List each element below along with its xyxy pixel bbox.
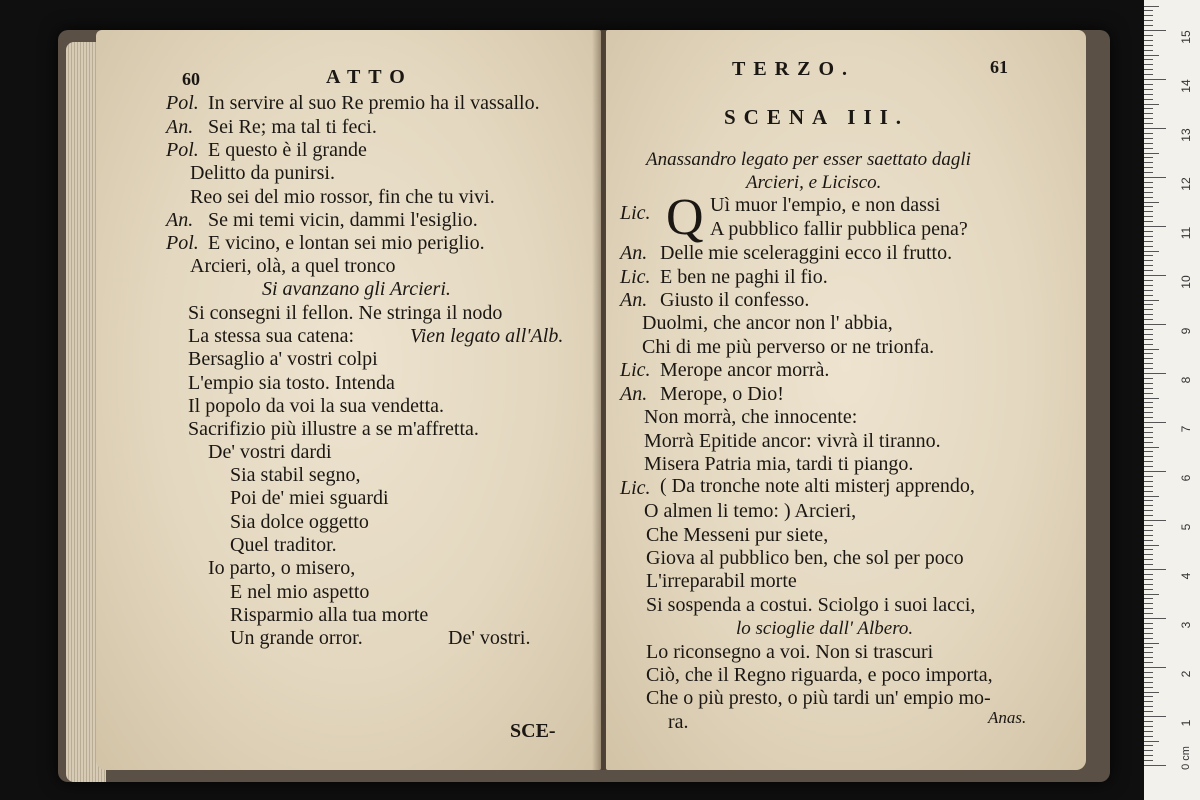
- ruler-tick: [1144, 496, 1159, 497]
- ruler-tick: [1144, 270, 1153, 271]
- ruler-tick: [1144, 344, 1153, 345]
- ruler-tick: [1144, 304, 1153, 305]
- ruler-tick: [1144, 221, 1153, 222]
- ruler-tick: [1144, 667, 1166, 668]
- ruler-tick: [1144, 153, 1159, 154]
- drop-cap: Q: [666, 189, 704, 246]
- verse-line: Lo riconsegno a voi. Non si trascuri: [646, 641, 934, 663]
- ruler-tick: [1144, 549, 1153, 550]
- ruler-tick: [1144, 113, 1153, 114]
- verse-line: Io parto, o misero,: [208, 557, 356, 579]
- ruler-tick: [1144, 736, 1153, 737]
- ruler-number: 7: [1179, 425, 1193, 433]
- ruler-tick: [1144, 329, 1153, 330]
- ruler-tick: [1144, 500, 1153, 501]
- ruler-tick: [1144, 167, 1153, 168]
- speaker: Lic.: [620, 359, 651, 381]
- ruler-tick: [1144, 564, 1153, 565]
- ruler-tick: [1144, 755, 1153, 756]
- ruler-unit-label: 0 cm: [1179, 746, 1192, 770]
- verse-line: Delitto da punirsi.: [190, 162, 335, 184]
- ruler-tick: [1144, 491, 1153, 492]
- ruler-tick: [1144, 422, 1166, 423]
- verse-line: Se mi temi vicin, dammi l'esiglio.: [208, 209, 478, 231]
- ruler-tick: [1144, 197, 1153, 198]
- ruler-tick: [1144, 652, 1153, 653]
- ruler-tick: [1144, 476, 1153, 477]
- speaker: Pol.: [166, 139, 199, 161]
- ruler-tick: [1144, 133, 1153, 134]
- verse-line: Misera Patria mia, tardi ti piango.: [644, 453, 914, 475]
- ruler-tick: [1144, 55, 1159, 56]
- verse-line: De' vostri.: [448, 627, 531, 649]
- ruler-tick: [1144, 275, 1166, 276]
- verse-line: Sia dolce oggetto: [230, 511, 369, 533]
- ruler-number: 9: [1179, 327, 1193, 335]
- ruler-number: 3: [1179, 621, 1193, 629]
- verse-line: L'irreparabil morte: [646, 570, 797, 592]
- ruler-number: 2: [1179, 670, 1193, 678]
- verse-line: Un grande orror.: [230, 627, 363, 649]
- ruler-tick: [1144, 35, 1153, 36]
- ruler-tick: [1144, 584, 1153, 585]
- stage-direction: Arcieri, e Licisco.: [746, 172, 882, 193]
- ruler-tick: [1144, 559, 1153, 560]
- right-page-number: 61: [990, 57, 1008, 77]
- ruler-tick: [1144, 45, 1153, 46]
- ruler-number: 8: [1179, 376, 1193, 384]
- ruler-tick: [1144, 368, 1153, 369]
- ruler-tick: [1144, 461, 1153, 462]
- ruler-tick: [1144, 535, 1153, 536]
- left-page: [96, 30, 601, 770]
- ruler-number: 1: [1179, 719, 1193, 727]
- stage-direction: lo scioglie dall' Albero.: [736, 618, 914, 639]
- ruler-tick: [1144, 211, 1153, 212]
- verse-line: Giova al pubblico ben, che sol per poco: [646, 547, 964, 569]
- verse-line: La stessa sua catena:: [188, 325, 355, 347]
- ruler-tick: [1144, 530, 1153, 531]
- ruler-tick: [1144, 515, 1153, 516]
- verse-line: Merope, o Dio!: [660, 383, 784, 405]
- ruler-tick: [1144, 314, 1153, 315]
- ruler-tick: [1144, 765, 1166, 766]
- ruler-tick: [1144, 20, 1153, 21]
- ruler-tick: [1144, 618, 1166, 619]
- right-page: [606, 30, 1086, 770]
- verse-line: Poi de' miei sguardi: [230, 487, 389, 509]
- ruler-tick: [1144, 309, 1153, 310]
- verse-line: In servire al suo Re premio ha il vassallo.: [208, 92, 540, 114]
- measurement-ruler: [1144, 0, 1200, 800]
- ruler-tick: [1144, 481, 1153, 482]
- ruler-tick: [1144, 15, 1153, 16]
- ruler-tick: [1144, 334, 1153, 335]
- ruler-tick: [1144, 696, 1153, 697]
- ruler-tick: [1144, 569, 1166, 570]
- ruler-number: 4: [1179, 572, 1193, 580]
- verse-line: L'empio sia tosto. Intenda: [188, 372, 395, 394]
- ruler-tick: [1144, 701, 1153, 702]
- speaker: An.: [166, 209, 194, 231]
- ruler-tick: [1144, 726, 1153, 727]
- ruler-tick: [1144, 677, 1153, 678]
- speaker: An.: [620, 289, 648, 311]
- ruler-tick: [1144, 633, 1153, 634]
- ruler-tick: [1144, 750, 1153, 751]
- verse-line: ra.: [668, 711, 689, 733]
- ruler-tick: [1144, 236, 1153, 237]
- ruler-tick: [1144, 187, 1153, 188]
- ruler-tick: [1144, 255, 1153, 256]
- ruler-tick: [1144, 598, 1153, 599]
- ruler-tick: [1144, 280, 1153, 281]
- verse-line: Il popolo da voi la sua vendetta.: [188, 395, 445, 417]
- ruler-tick: [1144, 99, 1153, 100]
- speaker: Lic.: [620, 202, 651, 224]
- ruler-number: 13: [1179, 128, 1193, 142]
- ruler-tick: [1144, 647, 1153, 648]
- ruler-tick: [1144, 123, 1153, 124]
- ruler-tick: [1144, 672, 1153, 673]
- ruler-tick: [1144, 613, 1153, 614]
- ruler-tick: [1144, 721, 1153, 722]
- verse-line: Si sospenda a costui. Sciolgo i suoi lacci,: [646, 594, 976, 616]
- ruler-tick: [1144, 192, 1153, 193]
- ruler-tick: [1144, 50, 1153, 51]
- ruler-tick: [1144, 447, 1159, 448]
- ruler-tick: [1144, 657, 1153, 658]
- catchword: Anas.: [988, 708, 1027, 727]
- verse-line: Si consegni il fellon. Ne stringa il nodo: [188, 302, 503, 324]
- verse-line: Morrà Epitide ancor: vivrà il tiranno.: [644, 430, 941, 452]
- ruler-tick: [1144, 25, 1153, 26]
- ruler-tick: [1144, 687, 1153, 688]
- ruler-tick: [1144, 138, 1153, 139]
- ruler-tick: [1144, 353, 1153, 354]
- stage-direction: Anassandro legato per esser saettato dagli: [646, 149, 971, 170]
- ruler-tick: [1144, 64, 1153, 65]
- verse-line: Quel traditor.: [230, 534, 337, 556]
- ruler-tick: [1144, 69, 1153, 70]
- ruler-tick: [1144, 300, 1159, 301]
- verse-line: O almen li temo: ) Arcieri,: [644, 500, 857, 522]
- verse-line: Chi di me più perverso or ne trionfa.: [642, 336, 935, 358]
- ruler-tick: [1144, 118, 1153, 119]
- ruler-tick: [1144, 451, 1153, 452]
- ruler-number: 5: [1179, 523, 1193, 531]
- ruler-tick: [1144, 628, 1153, 629]
- ruler-tick: [1144, 574, 1153, 575]
- ruler-tick: [1144, 143, 1153, 144]
- verse-line: Bersaglio a' vostri colpi: [188, 348, 378, 370]
- speaker: An.: [620, 242, 648, 264]
- ruler-tick: [1144, 603, 1153, 604]
- ruler-tick: [1144, 226, 1166, 227]
- verse-line: Sei Re; ma tal ti feci.: [208, 116, 377, 138]
- ruler-tick: [1144, 466, 1153, 467]
- ruler-tick: [1144, 40, 1153, 41]
- ruler-tick: [1144, 398, 1159, 399]
- speaker: An.: [620, 383, 648, 405]
- ruler-tick: [1144, 79, 1166, 80]
- catchword: SCE-: [510, 720, 556, 742]
- verse-line: Che o più presto, o più tardi un' empio mo-: [646, 687, 991, 709]
- verse-line: Sia stabil segno,: [230, 464, 361, 486]
- ruler-tick: [1144, 108, 1153, 109]
- ruler-tick: [1144, 638, 1153, 639]
- ruler-tick: [1144, 716, 1166, 717]
- ruler-tick: [1144, 6, 1159, 7]
- ruler-tick: [1144, 486, 1153, 487]
- ruler-tick: [1144, 285, 1153, 286]
- ruler-tick: [1144, 231, 1153, 232]
- ruler-tick: [1144, 407, 1153, 408]
- ruler-tick: [1144, 393, 1153, 394]
- ruler-tick: [1144, 383, 1153, 384]
- ruler-tick: [1144, 589, 1153, 590]
- ruler-tick: [1144, 378, 1153, 379]
- ruler-tick: [1144, 319, 1153, 320]
- speaker: Pol.: [166, 92, 199, 114]
- ruler-tick: [1144, 442, 1153, 443]
- ruler-tick: [1144, 505, 1153, 506]
- ruler-tick: [1144, 643, 1159, 644]
- verse-line: Giusto il confesso.: [660, 289, 810, 311]
- ruler-tick: [1144, 437, 1153, 438]
- ruler-tick: [1144, 608, 1153, 609]
- ruler-tick: [1144, 510, 1153, 511]
- ruler-tick: [1144, 104, 1159, 105]
- ruler-tick: [1144, 94, 1153, 95]
- left-running-header: ATTO: [326, 66, 413, 88]
- ruler-tick: [1144, 148, 1153, 149]
- verse-line: Arcieri, olà, a quel tronco: [190, 255, 396, 277]
- ruler-tick: [1144, 520, 1166, 521]
- verse-line: A pubblico fallir pubblica pena?: [710, 218, 968, 240]
- left-page-number: 60: [182, 69, 200, 89]
- ruler-tick: [1144, 241, 1153, 242]
- speaker: Lic.: [620, 477, 651, 499]
- ruler-tick: [1144, 363, 1153, 364]
- ruler-tick: [1144, 339, 1153, 340]
- ruler-tick: [1144, 251, 1159, 252]
- ruler-tick: [1144, 260, 1153, 261]
- scene-heading: SCENA III.: [724, 105, 910, 129]
- ruler-tick: [1144, 358, 1153, 359]
- verse-line: E vicino, e lontan sei mio periglio.: [208, 232, 485, 254]
- stage-direction: Vien legato all'Alb.: [410, 325, 564, 347]
- ruler-tick: [1144, 157, 1153, 158]
- ruler-tick: [1144, 745, 1153, 746]
- ruler-tick: [1144, 682, 1153, 683]
- ruler-tick: [1144, 711, 1153, 712]
- ruler-number: 14: [1179, 79, 1193, 93]
- ruler-tick: [1144, 295, 1153, 296]
- ruler-number: 10: [1179, 275, 1193, 289]
- speaker: Pol.: [166, 232, 199, 254]
- ruler-tick: [1144, 471, 1166, 472]
- ruler-tick: [1144, 202, 1159, 203]
- ruler-number: 6: [1179, 474, 1193, 482]
- speaker: Lic.: [620, 266, 651, 288]
- verse-line: Non morrà, che innocente:: [644, 406, 858, 428]
- ruler-tick: [1144, 290, 1153, 291]
- ruler-tick: [1144, 89, 1153, 90]
- ruler-tick: [1144, 741, 1159, 742]
- ruler-tick: [1144, 554, 1153, 555]
- ruler-tick: [1144, 216, 1153, 217]
- ruler-tick: [1144, 731, 1153, 732]
- ruler-tick: [1144, 246, 1153, 247]
- ruler-tick: [1144, 10, 1153, 11]
- verse-line: Delle mie sceleraggini ecco il frutto.: [660, 242, 953, 264]
- ruler-tick: [1144, 662, 1153, 663]
- verse-line: Uì muor l'empio, e non dassi: [710, 194, 941, 216]
- ruler-tick: [1144, 265, 1153, 266]
- verse-line: E questo è il grande: [208, 139, 367, 161]
- ruler-tick: [1144, 84, 1153, 85]
- ruler-number: 11: [1179, 226, 1193, 240]
- ruler-number: 12: [1179, 177, 1193, 191]
- verse-line: E ben ne paghi il fio.: [660, 266, 828, 288]
- ruler-tick: [1144, 525, 1153, 526]
- ruler-tick: [1144, 412, 1153, 413]
- speaker: An.: [166, 116, 194, 138]
- ruler-tick: [1144, 706, 1153, 707]
- ruler-tick: [1144, 540, 1153, 541]
- ruler-tick: [1144, 388, 1153, 389]
- verse-line: E nel mio aspetto: [230, 581, 370, 603]
- ruler-tick: [1144, 74, 1153, 75]
- ruler-tick: [1144, 172, 1153, 173]
- verse-line: Merope ancor morrà.: [660, 359, 830, 381]
- verse-line: ( Da tronche note alti misterj apprendo,: [660, 475, 975, 497]
- verse-line: Ciò, che il Regno riguarda, e poco importa,: [646, 664, 993, 686]
- ruler-tick: [1144, 349, 1159, 350]
- ruler-tick: [1144, 760, 1153, 761]
- ruler-tick: [1144, 59, 1153, 60]
- ruler-tick: [1144, 579, 1153, 580]
- ruler-tick: [1144, 30, 1166, 31]
- ruler-tick: [1144, 594, 1159, 595]
- ruler-tick: [1144, 324, 1166, 325]
- verse-line: Che Messeni pur siete,: [646, 524, 829, 546]
- ruler-tick: [1144, 128, 1166, 129]
- ruler-tick: [1144, 417, 1153, 418]
- ruler-tick: [1144, 206, 1153, 207]
- verse-line: De' vostri dardi: [208, 441, 332, 463]
- stage-direction: Si avanzano gli Arcieri.: [262, 278, 451, 300]
- verse-line: Duolmi, che ancor non l' abbia,: [642, 312, 893, 334]
- ruler-tick: [1144, 623, 1153, 624]
- verse-line: Risparmio alla tua morte: [230, 604, 429, 626]
- ruler-tick: [1144, 182, 1153, 183]
- verse-line: Reo sei del mio rossor, fin che tu vivi.: [190, 186, 495, 208]
- ruler-tick: [1144, 177, 1166, 178]
- ruler-tick: [1144, 427, 1153, 428]
- ruler-tick: [1144, 432, 1153, 433]
- ruler-tick: [1144, 692, 1159, 693]
- ruler-tick: [1144, 162, 1153, 163]
- ruler-tick: [1144, 545, 1159, 546]
- ruler-tick: [1144, 373, 1166, 374]
- right-running-header: TERZO.: [732, 58, 856, 80]
- ruler-number: 15: [1179, 30, 1193, 44]
- verse-line: Sacrifizio più illustre a se m'affretta.: [188, 418, 479, 440]
- ruler-tick: [1144, 456, 1153, 457]
- ruler-tick: [1144, 402, 1153, 403]
